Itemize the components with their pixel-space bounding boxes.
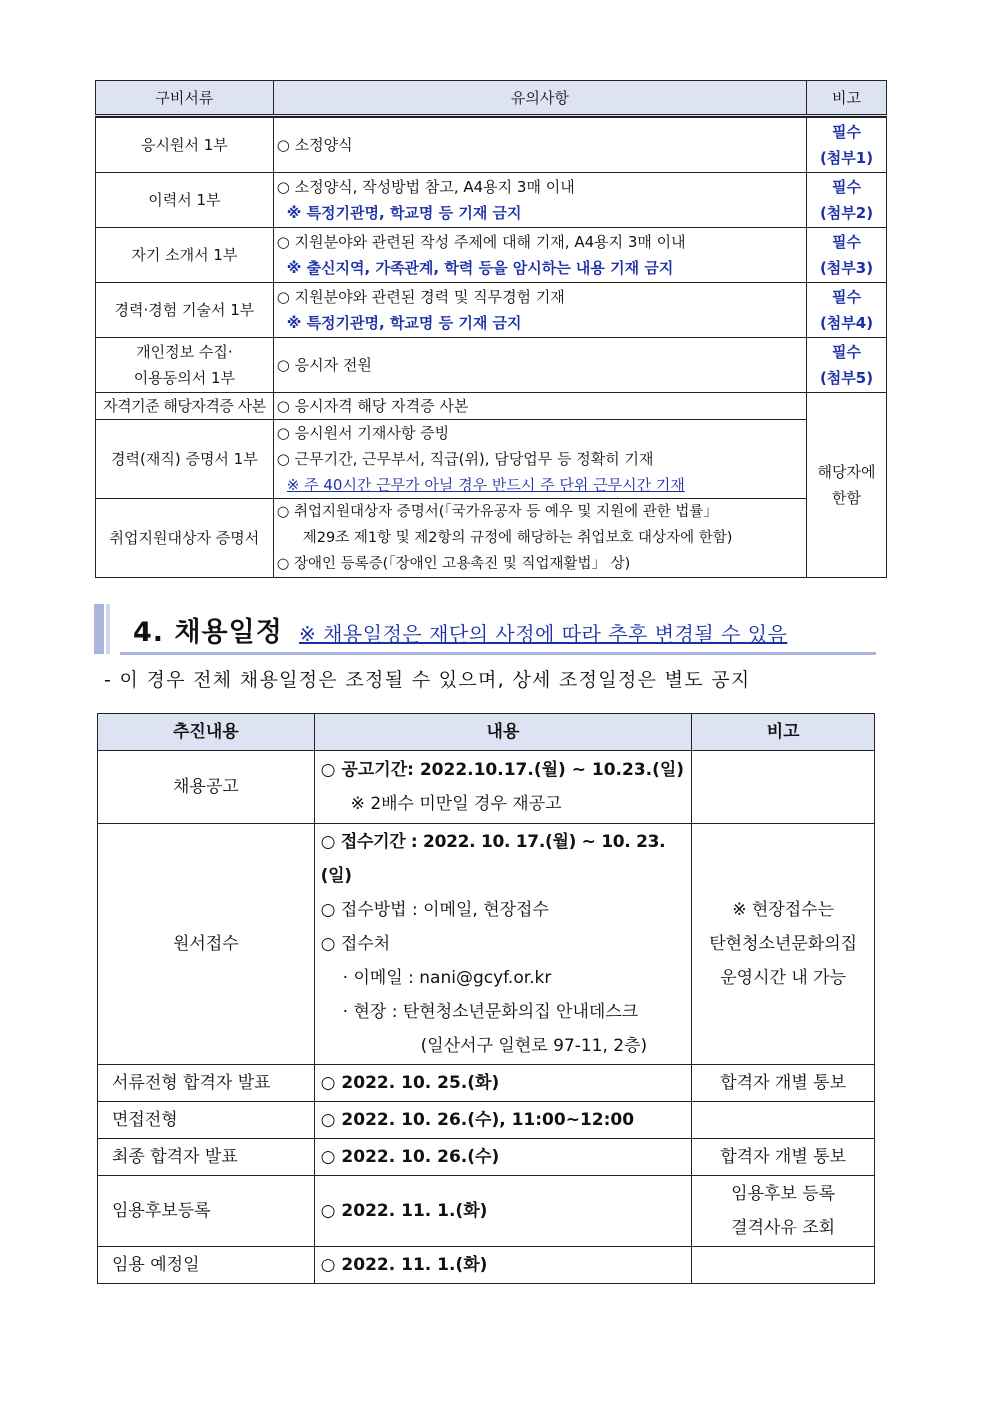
table-row [98, 751, 875, 824]
schedule-remark: ※ 현장접수는 탄현청소년문화의집 운영시간 내 가능 [692, 824, 875, 1065]
doc-name: 개인정보 수집· 이용동의서 1부 [96, 338, 274, 393]
section-title: 4. 채용일정 [133, 617, 283, 648]
table-row [96, 228, 887, 283]
schedule-content: ○ 2022. 10. 26.(수) [314, 1139, 692, 1176]
schedule-item: 임용 예정일 [98, 1247, 315, 1284]
table-row [98, 1102, 875, 1139]
section-subtext: - 이 경우 전체 채용일정은 조정될 수 있으며, 상세 조정일정은 별도 공지 [104, 669, 751, 691]
schedule-item: 서류전형 합격자 발표 [98, 1065, 315, 1102]
heading-accent-bar [94, 604, 104, 654]
heading-accent-bar [106, 604, 110, 654]
schedule-table [97, 713, 875, 1284]
doc-notes: ○ 취업지원대상자 증명서(「국가유공자 등 예우 및 지원에 관한 법률」 제29조 제1항 및 제2항의 규정에 해당하는 취업보호 대상자에 한함) ○ 장애인 등록증(「장애인 고용촉진 및 직업재활법」 상) [273, 499, 806, 578]
doc-name: 경력·경험 기술서 1부 [96, 283, 274, 338]
section-note: ※ 채용일정은 재단의 사정에 따라 추후 변경될 수 있음 [299, 622, 788, 646]
remark: 해당자에 한함 [807, 393, 887, 578]
table-header-row [96, 81, 887, 116]
schedule-remark [692, 1247, 875, 1284]
schedule-remark [692, 751, 875, 824]
table-row [96, 499, 887, 578]
doc-name: 자격기준 해당자격증 사본 [96, 393, 274, 420]
schedule-remark: 합격자 개별 통보 [692, 1065, 875, 1102]
doc-name: 응시원서 1부 [96, 118, 274, 173]
doc-notes: ○ 응시원서 기재사항 증빙 ○ 근무기간, 근무부서, 직급(위), 담당업무 등 정확히 기재 ※ 주 40시간 근무가 아닐 경우 반드시 주 단위 근무시간 기재 [273, 420, 806, 499]
table-header-row [98, 714, 875, 751]
schedule-remark: 합격자 개별 통보 [692, 1139, 875, 1176]
table-row [98, 1065, 875, 1102]
doc-name: 이력서 1부 [96, 173, 274, 228]
table-row [98, 824, 875, 1065]
documents-table [95, 80, 887, 578]
table-row [96, 338, 887, 393]
column-header: 비고 [692, 714, 875, 751]
column-header: 구비서류 [96, 81, 274, 116]
doc-notes: ○ 지원분야와 관련된 경력 및 직무경험 기재 ※ 특정기관명, 학교명 등 기재 금지 [273, 283, 806, 338]
remark: 필수 (첨부4) [807, 283, 887, 338]
remark: 필수 (첨부5) [807, 338, 887, 393]
schedule-content: ○ 2022. 10. 26.(수), 11:00~12:00 [314, 1102, 692, 1139]
schedule-item: 채용공고 [98, 751, 315, 824]
schedule-item: 면접전형 [98, 1102, 315, 1139]
schedule-content: ○ 2022. 11. 1.(화) [314, 1247, 692, 1284]
table-row [96, 173, 887, 228]
doc-notes: ○ 소정양식 [273, 118, 806, 173]
table-row [98, 1139, 875, 1176]
doc-name: 경력(재직) 증명서 1부 [96, 420, 274, 499]
remark: 필수 (첨부3) [807, 228, 887, 283]
table-row [96, 118, 887, 173]
schedule-remark [692, 1102, 875, 1139]
column-header: 추진내용 [98, 714, 315, 751]
table-row [96, 393, 887, 420]
heading-underline [120, 652, 876, 655]
table-row [96, 420, 887, 499]
doc-name: 취업지원대상자 증명서 [96, 499, 274, 578]
doc-notes: ○ 소정양식, 작성방법 참고, A4용지 3매 이내 ※ 특정기관명, 학교명 등 기재 금지 [273, 173, 806, 228]
schedule-content: ○ 접수기간 : 2022. 10. 17.(월) ~ 10. 23.(일) ○ 접수방법 : 이메일, 현장접수 ○ 접수처 · 이메일 : nani@gcyf.or.kr · 현장 : 탄현청소년문화의집 안내데스크 (일산서구 일현로 97-11, 2층) [314, 824, 692, 1065]
doc-notes: ○ 지원분야와 관련된 작성 주제에 대해 기재, A4용지 3매 이내 ※ 출신지역, 가족관계, 학력 등을 암시하는 내용 기재 금지 [273, 228, 806, 283]
schedule-remark: 임용후보 등록 결격사유 조회 [692, 1176, 875, 1247]
table-row [98, 1176, 875, 1247]
remark: 필수 (첨부2) [807, 173, 887, 228]
column-header: 내용 [314, 714, 692, 751]
column-header: 유의사항 [273, 81, 806, 116]
remark: 필수 (첨부1) [807, 118, 887, 173]
schedule-item: 원서접수 [98, 824, 315, 1065]
doc-notes: ○ 응시자 전원 [273, 338, 806, 393]
doc-name: 자기 소개서 1부 [96, 228, 274, 283]
schedule-content: ○ 2022. 10. 25.(화) [314, 1065, 692, 1102]
table-row [98, 1247, 875, 1284]
schedule-content: ○ 공고기간: 2022.10.17.(월) ~ 10.23.(일) ※ 2배수 미만일 경우 재공고 [314, 751, 692, 824]
doc-notes: ○ 응시자격 해당 자격증 사본 [273, 393, 806, 420]
schedule-item: 최종 합격자 발표 [98, 1139, 315, 1176]
schedule-content: ○ 2022. 11. 1.(화) [314, 1176, 692, 1247]
table-row [96, 283, 887, 338]
schedule-item: 임용후보등록 [98, 1176, 315, 1247]
column-header: 비고 [807, 81, 887, 116]
